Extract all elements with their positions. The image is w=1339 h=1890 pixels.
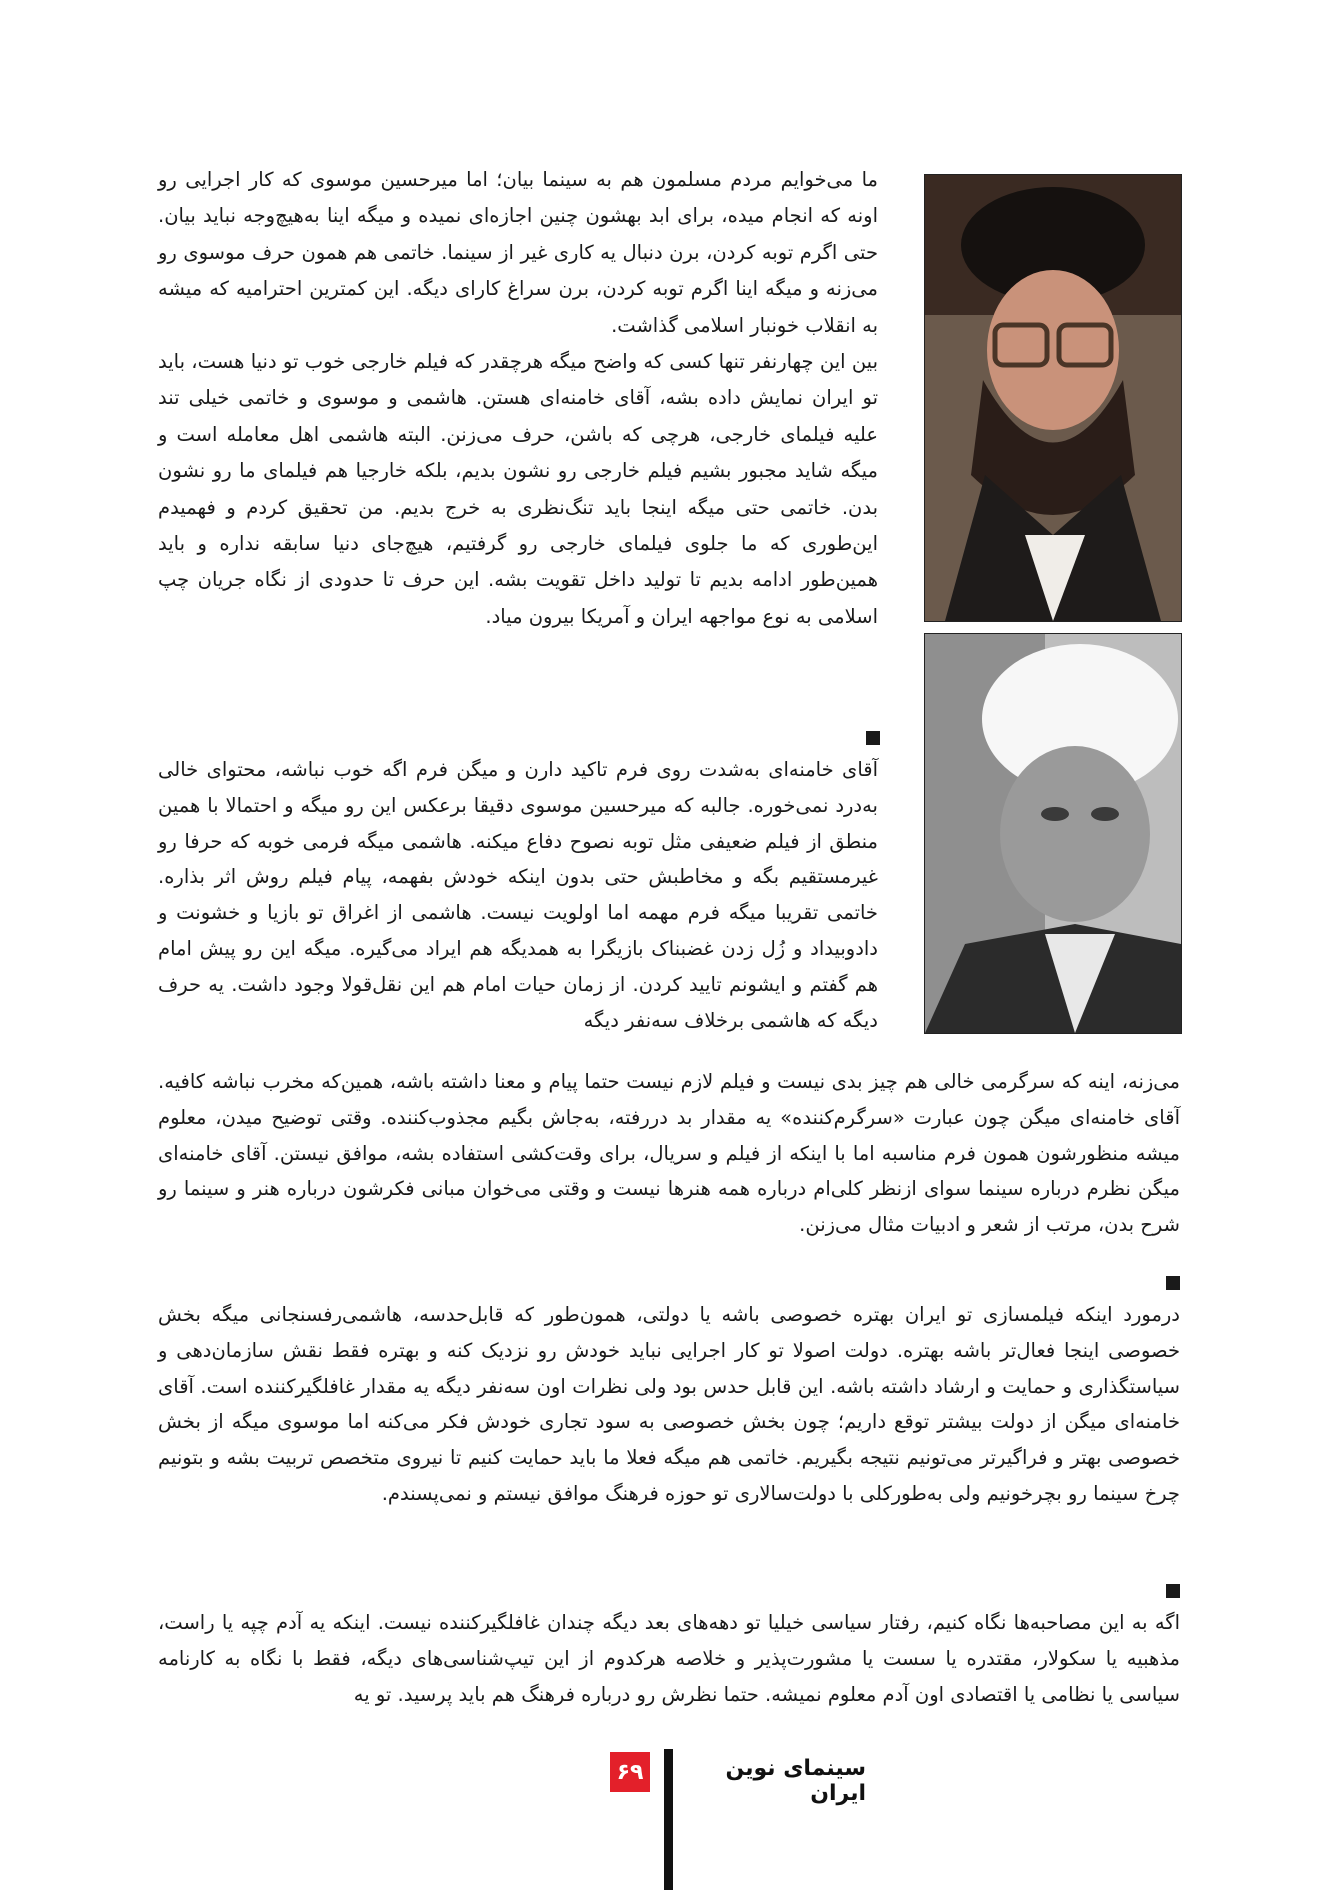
paragraph-2: بین این چهارنفر تنها کسی که واضح میگه هرچقدر که فیلم خارجی خوب تو دنیا هست، باید تو ایران نمایش داده بشه، آقای خامنه‌ای هستن. هاشمی و موسوی و خاتمی خیلی تند علیه فیلمای خارجی، هرچی که باشن، حرف می‌زنن. البته هاشمی اهل معامله است و میگه شاید مجبور بشیم فیلم خارجی رو نشون بدیم، بلکه خارجیا هم فیلمای ما رو نشون بدن. خاتمی حتی میگه اینجا باید تنگ‌نظری به خرج بدیم. من تحقیق کردم و فهمیدم این‌طوری که ما جلوی فیلمای خارجی رو گرفتیم، هیچ‌جای دنیا سابقه نداره و باید همین‌طور ادامه بدیم تا تولید داخل تقویت بشه. این حرف تا حدودی از نگاه جریان چپ اسلامی به نوع مواجهه ایران و آمریکا بیرون میاد. — [158, 350, 878, 628]
section-bullet-1 — [866, 731, 880, 745]
article-top-text — [158, 162, 878, 635]
paragraph-1: ما می‌خوایم مردم مسلمون هم به سینما بیان؛ اما میرحسین موسوی که کار اجرایی رو اونه که انجام میده، برای ابد بهشون چنین اجازه‌ای نمیده و میگه اینا به‌هیچ‌وجه نباید بیان. حتی اگرم توبه کردن، برن دنبال یه کاری غیر از سینما. خاتمی هم همون حرف موسوی رو می‌زنه و میگه اینا اگرم توبه کردن، برن سراغ کارای دیگه. این کمترین احترامیه که میشه به انقلاب خونبار اسلامی گذاشت. — [158, 168, 878, 337]
paragraph-4: درمورد اینکه فیلمسازی تو ایران بهتره خصوصی باشه یا دولتی، همون‌طور که قابل‌حدسه، هاشمی‌رفسنجانی میگه بخش خصوصی اینجا فعال‌تر باشه بهتره. دولت اصولا تو کار اجرایی نباید خودش رو نزدیک کنه و بهتره فقط نقش سازمان‌دهی و سیاستگذاری و حمایت و ارشاد داشته باشه. این قابل حدس بود ولی نظرات اون سه‌نفر دیگه یه مقدار غافلگیرکننده است. آقای خامنه‌ای میگن از دولت بیشتر توقع داریم؛ چون بخش خصوصی به سود تجاری خودش فکر می‌کنه اما موسوی میگه از بخش خصوصی بهتر و فراگیرتر می‌تونیم نتیجه بگیریم. خاتمی هم میگه فعلا ما باید حمایت کنیم تا نیروی متخصص تربیت بشه و بتونیم چرخ سینما رو بچرخونیم ولی به‌طورکلی با دولت‌سالاری تو حوزه فرهنگ موافق نیستم و نمی‌پسندم. — [158, 1303, 1180, 1505]
article-section-3 — [158, 1297, 1180, 1512]
article-section-4 — [158, 1605, 1180, 1712]
paragraph-5: اگه به این مصاحبه‌ها نگاه کنیم، رفتار سیاسی خیلیا تو دهه‌های بعد دیگه چندان غافلگیرکننده نیست. اینکه یه آدم چپه یا راست، مذهبیه یا سکولار، مقتدره یا سست یا مشورت‌پذیر و خلاصه هرکدوم از این تیپ‌شناسی‌های دیگه، فقط با نگاه به کارنامه سیاسی یا نظامی یا اقتصادی اون آدم معلوم نمیشه. حتما نظرش رو درباره فرهنگ هم باید پرسید. تو یه — [158, 1611, 1180, 1706]
paragraph-3-wide: می‌زنه، اینه که سرگرمی خالی هم چیز بدی نیست و فیلم لازم نیست حتما پیام و معنا داشته باشه، همین‌که مخرب نباشه کافیه. آقای خامنه‌ای میگن چون عبارت «سرگرم‌کننده» یه مقدار بد دررفته، به‌جاش بگیم مجذوب‌کننده. وقتی توضیح میدن، معلوم میشه منظورشون همون فرم مناسبه اما با اینکه از فیلم و سریال، برای وقت‌کشی استفاده بشه، موافق نیستن. آقای خامنه‌ای میگن نظرم درباره سینما سوای ازنظر کلی‌ام درباره همه هنرها نیست و وقتی می‌خوان مبانی فکرشون درباره هنر و سینما رو شرح بدن، مرتب از شعر و ادبیات مثال می‌زنن. — [158, 1070, 1180, 1237]
article-section-2-column — [158, 752, 878, 1038]
footer-divider-bar — [664, 1749, 673, 1890]
paragraph-3-column: آقای خامنه‌ای به‌شدت روی فرم تاکید دارن و میگن فرم اگه خوب نباشه، محتوای خالی به‌درد نمی‌خوره. جالبه که میرحسین موسوی دقیقا برعکس این رو میگه و احتمالا با همین منطق از فیلم ضعیفی مثل توبه نصوح دفاع میکنه. هاشمی میگه فرمی خوبه که حرفا رو غیرمستقیم بگه و مخاطبش حتی بدون اینکه خودش بفهمه، پیام فیلم روش اثر بذاره. خاتمی تقریبا میگه فرم مهمه اما اولویت نیست. هاشمی از اغراق تو بازیا و خشونت و دادوبیداد و زُل زدن غضبناک بازیگرا به همدیگه هم ایراد می‌گیره. میگه این رو پیش امام هم گفتم و ایشونم تایید کردن. از زمان حیات امام هم این نقل‌قولا وجود داشت. یه حرف دیگه که هاشمی برخلاف سه‌نفر دیگه — [158, 758, 878, 1032]
section-bullet-2 — [1166, 1276, 1180, 1290]
portrait-photo-hashemi — [924, 633, 1182, 1034]
page-number-badge: ۶۹ — [610, 1752, 650, 1792]
portrait-photo-khamenei — [924, 174, 1182, 622]
magazine-title: سینمای نوین ایران — [725, 1756, 866, 1806]
article-section-2-wide — [158, 1064, 1180, 1243]
section-bullet-3 — [1166, 1584, 1180, 1598]
